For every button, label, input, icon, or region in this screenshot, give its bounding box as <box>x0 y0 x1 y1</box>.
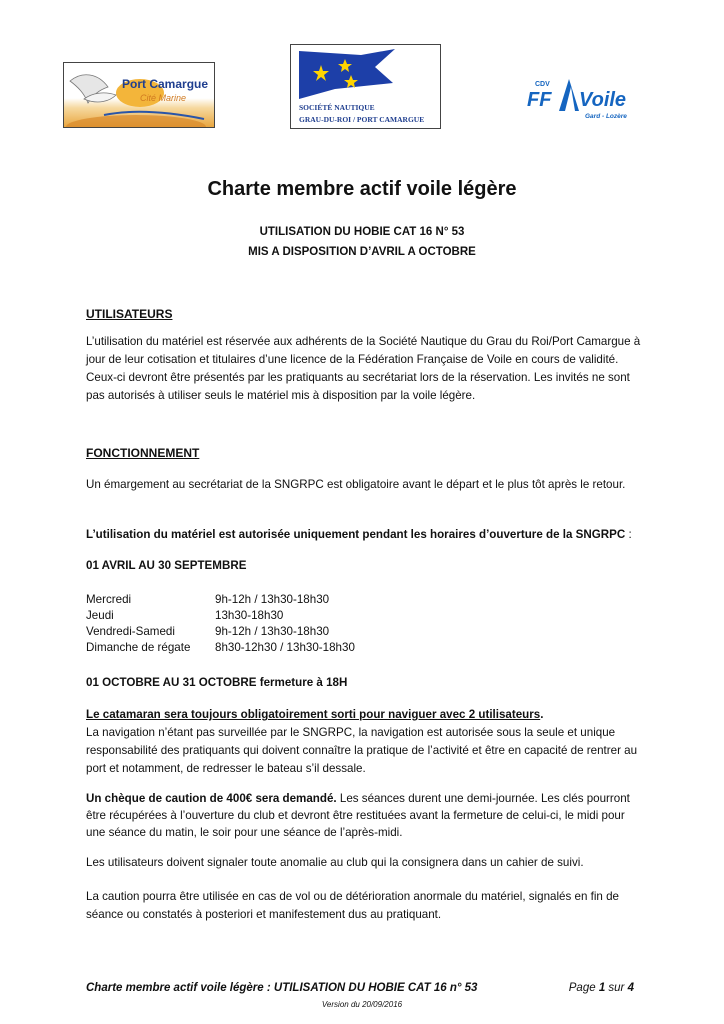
catamaran-rule-end: . <box>540 708 544 721</box>
port-logo-subtext: Cité Marine <box>140 93 187 103</box>
schedule-row <box>86 624 355 640</box>
schedule-row <box>86 592 355 608</box>
ff-logo-voile: Voile <box>579 89 627 111</box>
ff-logo-sub: Gard - Lozère <box>585 113 627 120</box>
sn-logo-line1: SOCIÉTÉ NAUTIQUE <box>299 103 375 112</box>
emargement-paragraph: Un émargement au secrétariat de la SNGRPC est obligatoire avant le départ et le plus tôt après le retour. <box>86 478 626 491</box>
subtitle-period: MIS A DISPOSITION D’AVRIL A OCTOBRE <box>248 246 476 258</box>
utilisateurs-paragraph: L’utilisation du matériel est réservée aux adhérents de la Société Nautique du Grau du Roi/Port Camargue à jour de leur cotisation et titulaires d’une licence de la Fédération Française de Voile en cours de validité. Ceux-ci devront être présentés par les pratiquants au secrétariat lors de la réservation. Les invités ne sont pas autorisés à utiliser seuls le matériel mis à disposition par la voile légère. <box>86 335 641 402</box>
schedule-row <box>86 608 355 624</box>
footer-title: Charte membre actif voile légère : UTILISATION DU HOBIE CAT 16 n° 53 <box>86 982 478 994</box>
ffvoile-logo <box>525 75 631 125</box>
schedule-hours: 13h30-18h30 <box>215 609 284 622</box>
societe-nautique-logo <box>290 44 441 129</box>
port-logo-text: Port Camargue <box>122 77 209 91</box>
schedule-day: Mercredi <box>86 593 132 606</box>
schedule-hours: 9h-12h / 13h30-18h30 <box>215 625 330 638</box>
deposit-paragraph <box>86 790 642 841</box>
page-total: 4 <box>627 982 634 994</box>
page-sur: sur <box>605 982 628 994</box>
port-camargue-logo <box>63 62 215 128</box>
hours-intro-tail: : <box>625 528 632 541</box>
section-heading-utilisateurs: UTILISATEURS <box>86 307 173 321</box>
schedule-row <box>86 640 355 656</box>
ff-logo-ff: FF <box>527 89 552 111</box>
schedule-day: Vendredi-Samedi <box>86 625 175 638</box>
flag-icon <box>291 45 441 105</box>
page-word: Page <box>568 982 599 994</box>
schedule-day: Dimanche de régate <box>86 641 191 654</box>
version-label: Version du 20/09/2016 <box>321 1000 403 1009</box>
page-number <box>569 982 634 994</box>
ff-logo-cdv: CDV <box>535 81 550 88</box>
schedule-day: Jeudi <box>86 609 114 622</box>
page-current: 1 <box>598 982 606 994</box>
deposit-bold: Un chèque de caution de 400€ sera demandé. <box>86 792 337 805</box>
period-summer: 01 AVRIL AU 30 SEPTEMBRE <box>86 559 247 572</box>
hours-intro <box>86 526 642 544</box>
deposit-text: Les séances durent une demi-journée. Les clés pourront être récupérées à l’ouverture du club et devront être restituées avant la fermeture de celui-ci, le midi pour une séance du matin, le soir pour une séance de l’après-midi. <box>86 792 630 839</box>
schedule-hours: 8h30-12h30 / 13h30-18h30 <box>215 641 355 654</box>
hours-intro-bold: L’utilisation du matériel est autorisée uniquement pendant les horaires d’ouverture de la SNGRPC <box>86 528 626 541</box>
section-heading-fonctionnement: FONCTIONNEMENT <box>86 446 200 460</box>
period-october: 01 OCTOBRE AU 31 OCTOBRE fermeture à 18H <box>86 676 348 689</box>
sn-logo-line2: GRAU-DU-ROI / PORT CAMARGUE <box>299 115 425 124</box>
navigation-text: La navigation n’étant pas surveillée par le SNGRPC, la navigation est autorisée sous la seule et unique responsabilité des pratiquants qui doivent connaître la pratique de l’activité et être en capacité de rentrer au port et notamment, de redresser le bateau s’il dessale. <box>86 726 638 775</box>
schedule-hours: 9h-12h / 13h30-18h30 <box>215 593 330 606</box>
catamaran-rule: Le catamaran sera toujours obligatoirement sorti pour naviguer avec 2 utilisateurs <box>86 708 541 721</box>
caution-paragraph: La caution pourra être utilisée en cas de vol ou de détérioration anormale du matériel, signalés en fin de séance ou constatés à posteriori et manifestement dus au pratiquant. <box>86 890 619 921</box>
subtitle-hobie: UTILISATION DU HOBIE CAT 16 N° 53 <box>259 226 465 238</box>
page-footer <box>86 982 634 994</box>
document-title: Charte membre actif voile légère <box>207 178 517 200</box>
schedule-table <box>86 592 355 656</box>
anomaly-paragraph: Les utilisateurs doivent signaler toute anomalie au club qui la consignera dans un cahier de suivi. <box>86 856 584 869</box>
catamaran-block <box>86 706 642 778</box>
